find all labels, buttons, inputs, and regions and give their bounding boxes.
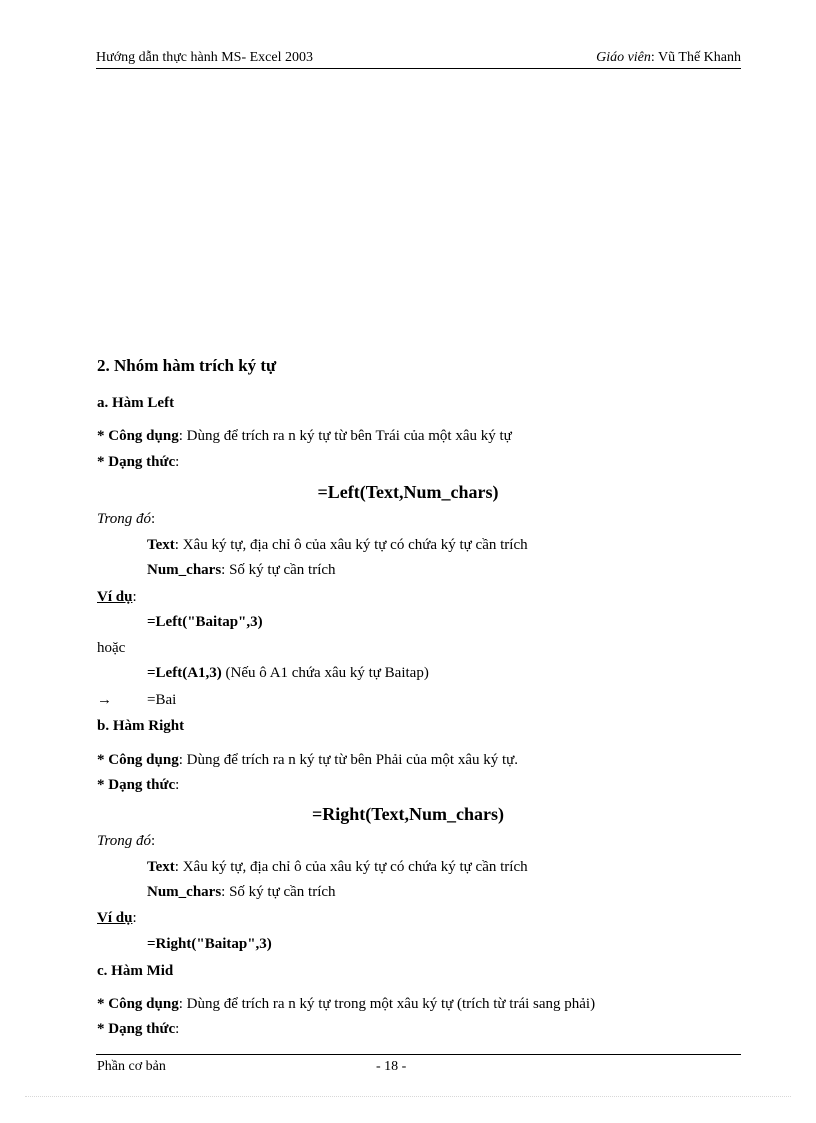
- header-teacher-name: : Vũ Thế Khanh: [650, 50, 741, 65]
- right-example-colon: :: [132, 910, 137, 926]
- left-example1: =Left("Baitap",3): [147, 614, 263, 630]
- right-usage-text: : Dùng để trích ra n ký tự từ bên Phải của một xâu ký tự.: [178, 752, 519, 768]
- right-arg1-name: Text: [147, 859, 175, 875]
- right-heading: b. Hàm Right: [97, 718, 185, 734]
- left-example: [97, 589, 137, 606]
- left-usage: [97, 428, 512, 445]
- left-arg2-desc: : Số ký tự cần trích: [221, 562, 336, 578]
- left-usage-text: : Dùng để trích ra n ký tự từ bên Trái của một xâu ký tự: [178, 428, 512, 444]
- right-arg1: [147, 859, 528, 876]
- page-bottom-divider: [25, 1096, 791, 1097]
- mid-form-label: * Dạng thức: [97, 1021, 176, 1037]
- header-teacher: [596, 50, 741, 66]
- left-example-colon: :: [132, 589, 137, 605]
- left-form-colon: :: [175, 454, 180, 470]
- left-usage-label: * Công dụng: [97, 428, 179, 444]
- left-arg1: [147, 537, 528, 554]
- left-where: [97, 511, 155, 528]
- right-usage: [97, 752, 518, 769]
- header-rule: [96, 68, 741, 69]
- left-example2: [147, 665, 429, 682]
- mid-usage: [97, 996, 595, 1013]
- footer-rule: [96, 1054, 741, 1055]
- right-form-colon: :: [175, 777, 180, 793]
- right-usage-label: * Công dụng: [97, 752, 179, 768]
- left-form-label: * Dạng thức: [97, 454, 176, 470]
- right-form: [97, 777, 179, 794]
- header-teacher-label: Giáo viên: [596, 50, 651, 65]
- left-heading: a. Hàm Left: [97, 395, 175, 411]
- right-where: [97, 833, 155, 850]
- footer-page-number: - 18 -: [376, 1059, 407, 1074]
- left-arg1-name: Text: [147, 537, 175, 553]
- left-form: [97, 454, 179, 471]
- section-title: 2. Nhóm hàm trích ký tự: [97, 356, 277, 375]
- right-arg2-desc: : Số ký tự cần trích: [221, 884, 336, 900]
- right-where-label: Trong đó: [97, 833, 152, 849]
- left-example2-note: (Nếu ô A1 chứa xâu ký tự Baitap): [221, 665, 429, 681]
- mid-form: [97, 1021, 179, 1038]
- left-arg2: [147, 562, 336, 579]
- left-result: =Bai: [147, 692, 177, 708]
- right-example: [97, 910, 137, 927]
- right-formula: =Right(Text,Num_chars): [311, 804, 505, 824]
- left-arg1-desc: : Xâu ký tự, địa chỉ ô của xâu ký tự có chứa ký tự cần trích: [174, 537, 528, 553]
- right-example-label: Ví dụ: [97, 910, 133, 926]
- right-form-label: * Dạng thức: [97, 777, 176, 793]
- left-formula: =Left(Text,Num_chars): [317, 482, 499, 502]
- mid-form-colon: :: [175, 1021, 180, 1037]
- left-where-label: Trong đó: [97, 511, 152, 527]
- left-example2-formula: =Left(A1,3): [147, 665, 222, 681]
- right-where-colon: :: [151, 833, 156, 849]
- right-arg1-desc: : Xâu ký tự, địa chỉ ô của xâu ký tự có chứa ký tự cần trích: [174, 859, 528, 875]
- right-example1: =Right("Baitap",3): [147, 936, 272, 952]
- left-example-label: Ví dụ: [97, 589, 133, 605]
- footer-section: Phần cơ bản: [97, 1059, 166, 1074]
- arrow-icon: →: [97, 692, 112, 708]
- mid-usage-label: * Công dụng: [97, 996, 179, 1012]
- left-where-colon: :: [151, 511, 156, 527]
- right-arg2: [147, 884, 336, 901]
- right-arg2-name: Num_chars: [147, 884, 222, 900]
- left-or: hoặc: [97, 640, 126, 656]
- left-arg2-name: Num_chars: [147, 562, 222, 578]
- header-doc-title: Hướng dẫn thực hành MS- Excel 2003: [96, 50, 313, 65]
- mid-usage-text: : Dùng để trích ra n ký tự trong một xâu ký tự (trích từ trái sang phải): [178, 996, 596, 1012]
- mid-heading: c. Hàm Mid: [97, 963, 174, 979]
